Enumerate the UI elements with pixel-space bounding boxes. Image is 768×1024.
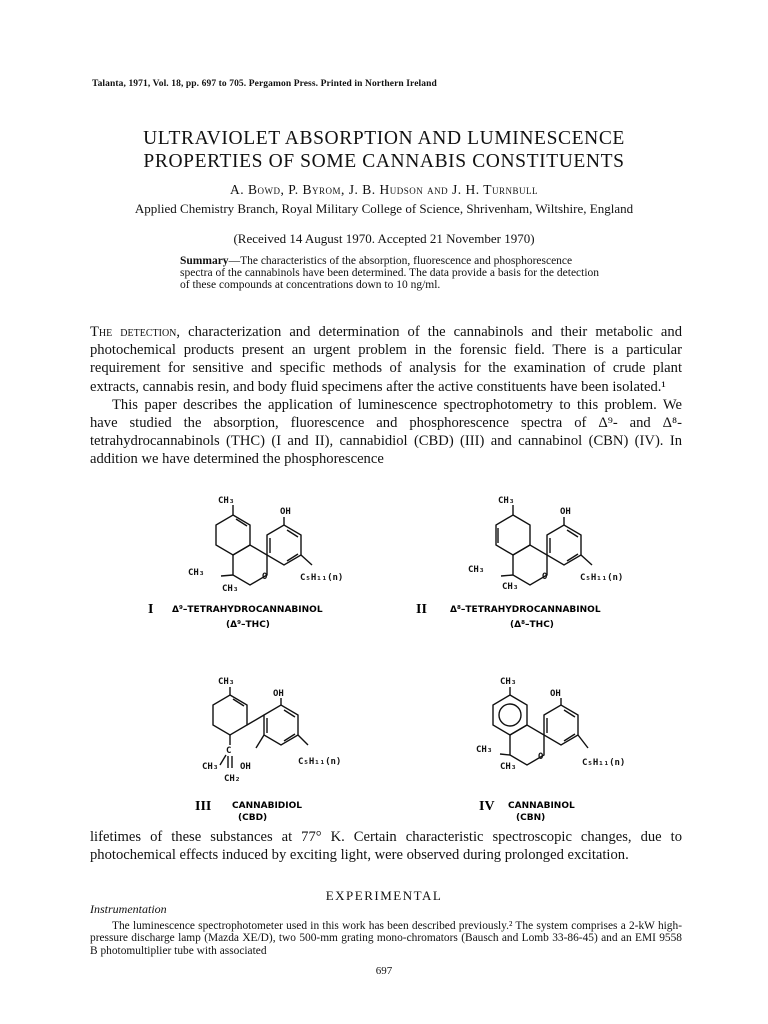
summary-text: —The characteristics of the absorption, fluorescence and phosphorescence spectra of the cannabinols have been determined. The data provide a basis for the detection of these compounds at concentrations down to 10 ng/ml. (180, 255, 600, 291)
ring-c (544, 705, 578, 745)
ch3-label: CH₃ (218, 496, 235, 506)
hydroxyl-bond (256, 735, 264, 748)
ring-c (267, 525, 301, 565)
methyl-bond (501, 575, 513, 576)
aromatic-bond (567, 530, 578, 537)
paragraph-3: lifetimes of these substances at 77° K. Certain characteristic spectroscopic changes, due to photochemical effects induced by exciting light, were observed during prolonged excitation. (90, 829, 682, 864)
compound-abbr: (Δ⁸–THC) (510, 620, 554, 630)
ring-a (493, 695, 527, 735)
ring-a (216, 515, 250, 555)
ch3-label: CH₃ (500, 762, 517, 772)
compound-abbr: (CBD) (238, 813, 268, 823)
pentyl-label: C₅H₁₁(n) (298, 757, 342, 767)
ch3-label: CH₃ (500, 677, 517, 687)
methyl-bond (500, 754, 510, 755)
subsection-heading: Instrumentation (90, 902, 167, 916)
compound-abbr: (CBN) (516, 813, 546, 823)
compound-abbr: (Δ⁹–THC) (226, 620, 270, 630)
structure-delta8-thc (416, 496, 623, 630)
methyl-bond (220, 755, 226, 765)
ch3-label: CH₃ (476, 745, 493, 755)
section-heading: EXPERIMENTAL (325, 888, 443, 903)
structure-cannabidiol (195, 677, 341, 823)
compound-name: CANNABIDIOL (232, 801, 303, 811)
ch2-label: CH₂ (224, 774, 241, 784)
intro-text (90, 323, 682, 469)
structure-delta9-thc (148, 496, 343, 630)
ch3-label: CH₃ (188, 568, 205, 578)
ch3-label: CH₃ (502, 582, 519, 592)
compound-name: Δ⁸–TETRAHYDROCANNABINOL (450, 605, 601, 615)
chemical-structures-figure (130, 490, 670, 830)
compound-numeral: II (416, 602, 427, 617)
ring-c (264, 705, 298, 745)
title-line-1: ULTRAVIOLET ABSORPTION AND LUMINESCENCE (143, 128, 625, 149)
continuation-text (90, 828, 682, 864)
ring-link-bond (247, 715, 264, 725)
oxygen-label: O (262, 572, 268, 582)
journal-citation: Talanta, 1971, Vol. 18, pp. 697 to 705. Pergamon Press. Printed in Northern Ireland (92, 79, 437, 89)
received-dates: (Received 14 August 1970. Accepted 21 November 1970) (233, 231, 535, 246)
summary-block (180, 255, 600, 291)
methyl-bond (221, 575, 233, 576)
affiliation: Applied Chemistry Branch, Royal Military College of Science, Shrivenham, Wiltshire, England (134, 201, 634, 216)
oxygen-label: O (538, 752, 544, 762)
paragraph-1-rest: , characterization and determination of the cannabinols and their metabolic and photochemical products present an urgent problem in the forensic field. There is a particular requirement for sensitive and specific methods of analysis for the examination of crude plant extracts, cannabis resin, and body fluid specimens after the active constituents have been isolated.¹ (90, 324, 682, 395)
oh-label: OH (280, 507, 291, 517)
article-title (0, 127, 768, 173)
carbon-label: C (226, 746, 232, 756)
compound-numeral: III (195, 799, 212, 814)
ring-a (213, 695, 247, 735)
page-number: 697 (375, 965, 393, 977)
author-list: A. Bowd, P. Byrom, J. B. Hudson and J. H. Turnbull (229, 182, 539, 197)
summary-label: Summary (180, 255, 229, 267)
ch3-label: CH₃ (498, 496, 515, 506)
pentyl-label: C₅H₁₁(n) (300, 573, 344, 583)
oxygen-label: O (542, 572, 548, 582)
ch3-label: CH₃ (202, 762, 219, 772)
pentyl-bond (578, 735, 588, 748)
pentyl-bond (301, 555, 312, 565)
aromatic-bond (284, 710, 295, 717)
aromatic-bond (287, 530, 298, 537)
oh-label: OH (240, 762, 251, 772)
ch3-label: CH₃ (468, 565, 485, 575)
compound-numeral: IV (479, 799, 495, 814)
structure-cannabinol (476, 677, 625, 823)
pentyl-bond (298, 735, 308, 745)
compound-name: Δ⁹–TETRAHYDROCANNABINOL (172, 605, 323, 615)
compound-numeral: I (148, 602, 154, 617)
oh-label: OH (550, 689, 561, 699)
pentyl-label: C₅H₁₁(n) (580, 573, 624, 583)
ring-a (496, 515, 530, 555)
aromatic-bond (564, 710, 575, 717)
instrumentation-paragraph: The luminescence spectrophotometer used in this work has been described previously.² The system comprises a 2-kW high-pressure discharge lamp (Mazda XE/D), two 500-mm grating mono-chromators (Bausch and Lomb 33-86-45) and an EMI 9558 B photomultiplier tube with associated (90, 920, 682, 957)
pentyl-label: C₅H₁₁(n) (582, 758, 626, 768)
paragraph-1-lead: The detection (90, 324, 177, 340)
ring-c (547, 525, 581, 565)
compound-name: CANNABINOL (508, 801, 575, 811)
paragraph-2: This paper describes the application of luminescence spectrophotometry to this problem. We have studied the absorption, fluorescence and phosphorescence spectra of Δ⁹- and Δ⁸-tetrahydrocannabinols (THC) (I and II), cannabidiol (CBD) (III) and cannabinol (CBN) (IV). In addition we have determined the phosphorescence (90, 396, 682, 468)
title-line-2: PROPERTIES OF SOME CANNABIS CONSTITUENTS (143, 151, 625, 172)
oh-label: OH (273, 689, 284, 699)
pentyl-bond (581, 555, 592, 565)
ch3-label: CH₃ (222, 584, 239, 594)
oh-label: OH (560, 507, 571, 517)
paragraph-1 (90, 323, 682, 396)
aromatic-ring (499, 704, 521, 726)
ch3-label: CH₃ (218, 677, 235, 687)
experimental-text (90, 920, 682, 957)
